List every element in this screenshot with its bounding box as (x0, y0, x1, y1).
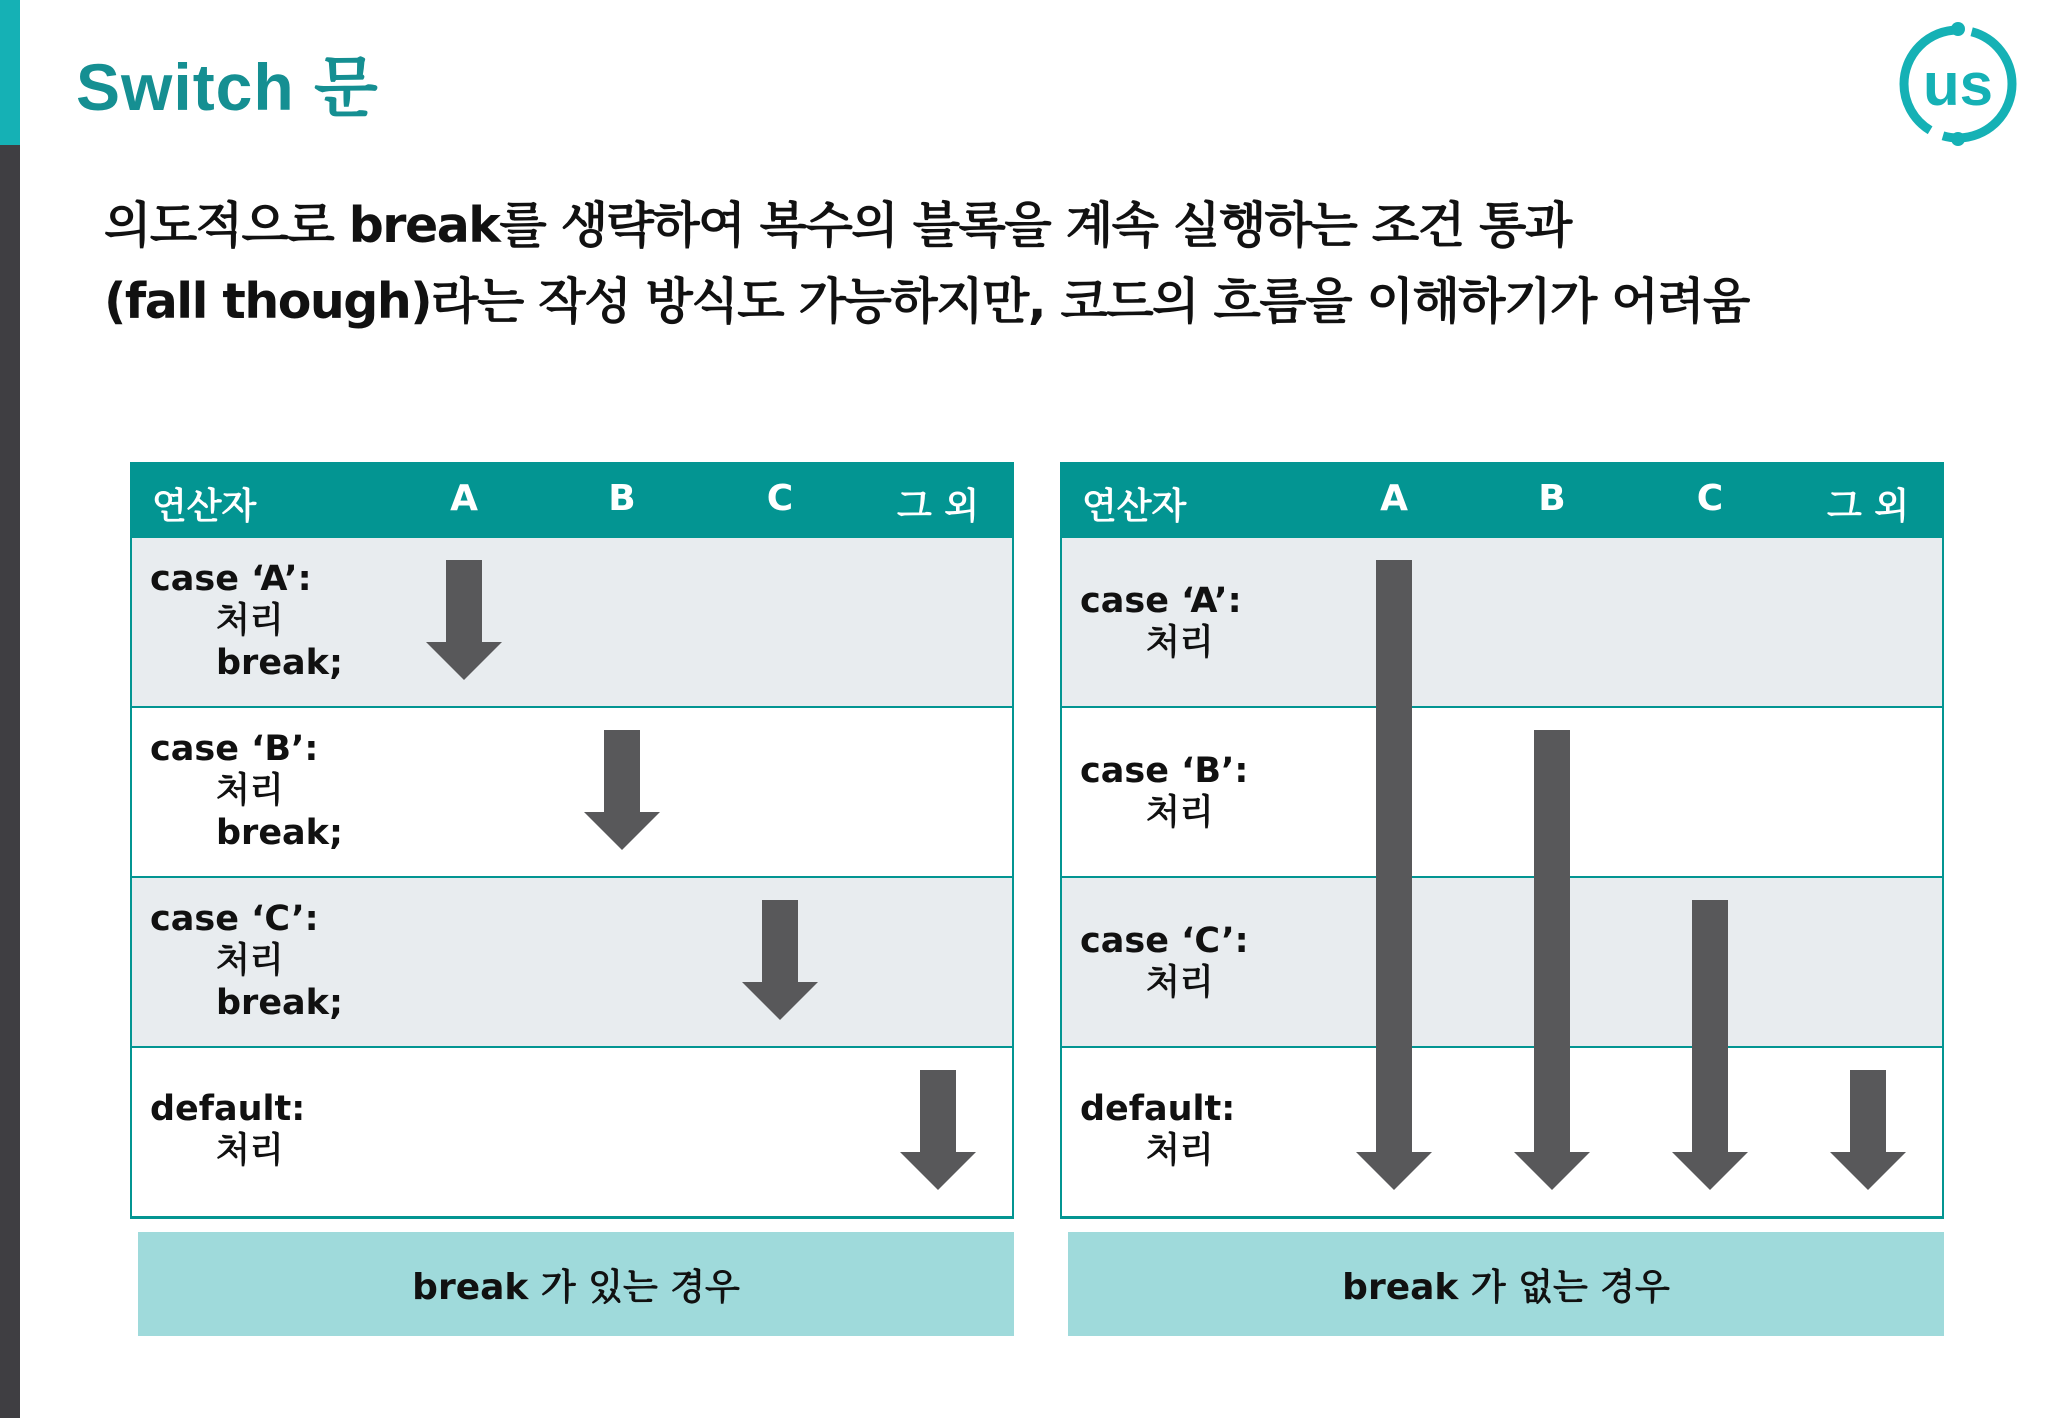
table-body (1060, 538, 1944, 1219)
slide-title: Switch 문 (76, 50, 379, 124)
table-row (132, 878, 1012, 1048)
case-break: break; (216, 643, 343, 683)
case-label: case ‘C’: (1080, 921, 1249, 961)
case-body: 처리 (216, 941, 284, 981)
table-body (130, 538, 1014, 1219)
header-operator: 연산자 (1082, 486, 1187, 527)
case-body: 처리 (1146, 793, 1214, 833)
case-body: 처리 (216, 1131, 284, 1171)
without-break-table (1060, 462, 1944, 1219)
accent-bar-bottom (0, 145, 20, 1418)
table-row (1062, 878, 1942, 1048)
case-body: 처리 (1146, 1131, 1214, 1171)
case-body: 처리 (1146, 963, 1214, 1003)
header-other: 그 외 (1826, 486, 1910, 527)
case-code (150, 728, 343, 854)
description (104, 188, 1749, 340)
table-row (1062, 708, 1942, 878)
case-code (150, 1088, 305, 1172)
with-break-table (130, 462, 1014, 1219)
us-logo (1894, 22, 2024, 147)
case-label: case ‘A’: (1080, 581, 1242, 621)
header-a: A (450, 478, 478, 519)
case-body: 처리 (216, 771, 284, 811)
case-body: 처리 (216, 601, 284, 641)
header-b: B (608, 478, 636, 519)
header-c: C (1696, 478, 1724, 519)
header-operator: 연산자 (152, 486, 257, 527)
case-break: break; (216, 813, 343, 853)
case-label: default: (1080, 1089, 1236, 1129)
table-row (132, 538, 1012, 708)
case-code (150, 558, 343, 684)
caption-without-break: break 가 없는 경우 (1068, 1232, 1944, 1336)
table-row (132, 1048, 1012, 1218)
case-code (1080, 580, 1242, 664)
table-row (132, 708, 1012, 878)
description-line-2: (fall though)라는 작성 방식도 가능하지만, 코드의 흐름을 이해하기가 어려움 (104, 273, 1749, 330)
case-code (1080, 920, 1249, 1004)
case-code (1080, 750, 1248, 834)
case-code (1080, 1088, 1235, 1172)
description-line-1: 의도적으로 break를 생략하여 복수의 블록을 계속 실행하는 조건 통과 (104, 197, 1571, 254)
case-label: case ‘B’: (150, 729, 319, 769)
caption-with-break: break 가 있는 경우 (138, 1232, 1014, 1336)
header-a: A (1380, 478, 1408, 519)
header-other: 그 외 (896, 486, 980, 527)
accent-bar-top (0, 0, 20, 145)
case-label: case ‘A’: (150, 559, 312, 599)
case-code (150, 898, 343, 1024)
table-row (1062, 538, 1942, 708)
header-b: B (1538, 478, 1566, 519)
table-header (130, 462, 1014, 538)
case-label: case ‘B’: (1080, 751, 1249, 791)
case-label: case ‘C’: (150, 899, 319, 939)
table-header (1060, 462, 1944, 538)
table-row (1062, 1048, 1942, 1218)
case-label: default: (150, 1089, 306, 1129)
logo-text: us (1922, 51, 1994, 118)
case-body: 처리 (1146, 623, 1214, 663)
header-c: C (766, 478, 794, 519)
case-break: break; (216, 983, 343, 1023)
